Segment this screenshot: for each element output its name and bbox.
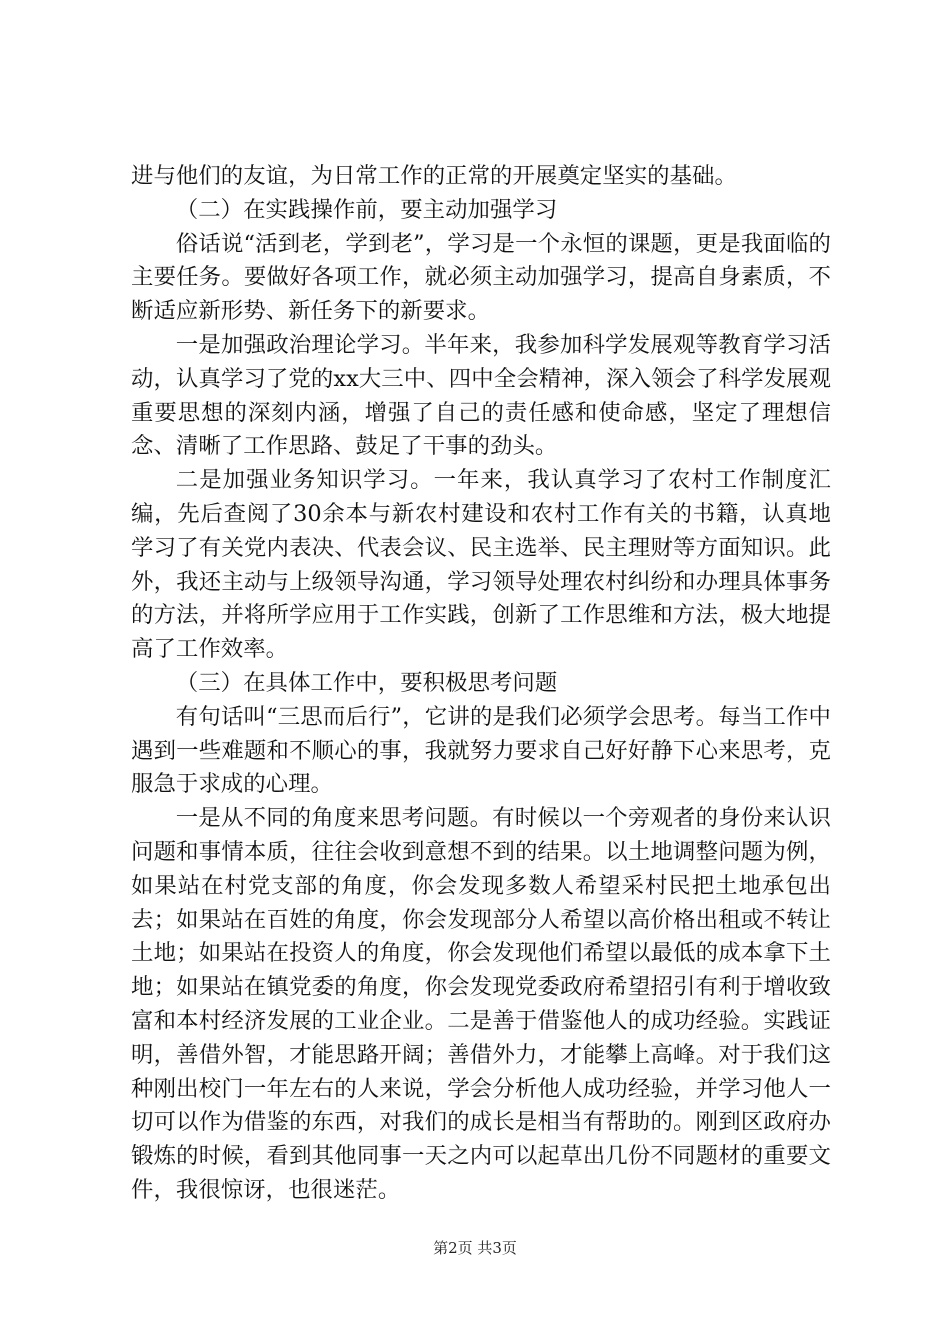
paragraph-political-theory: 一是加强政治理论学习。半年来，我参加科学发展观等教育学习活动，认真学习了党的xx大三中、四中全会精神，深入领会了科学发展观重要思想的深刻内涵，增强了自己的责任感和使命感，坚定了理想信念、清晰了工作思路、鼓足了干事的劲头。 bbox=[131, 331, 831, 460]
section-heading-3: （三）在具体工作中，要积极思考问题 bbox=[175, 669, 558, 696]
paragraph-different-angles: 一是从不同的角度来思考问题。有时候以一个旁观者的身份来认识问题和事情本质，往往会收到意想不到的结果。以土地调整问题为例，如果站在村党支部的角度，你会发现多数人希望采村民把土地承包出去；如果站在百姓的角度，你会发现部分人希望以高价格出租或不转让土地；如果站在投资人的角度，你会发现他们希望以最低的成本拿下土地；如果站在镇党委的角度，你会发现党委政府希望招引有利于增收致富和本村经济发展的工业企业。二是善于借鉴他人的成功经验。实践证明，善借外智，才能思路开阔；善借外力，才能攀上高峰。对于我们这种刚出校门一年左右的人来说，学会分析他人成功经验，并学习他人一切可以作为借鉴的东西，对我们的成长是相当有帮助的。刚到区政府办锻炼的时候，看到其他同事一天之内可以起草出几份不同题材的重要文件，我很惊讶，也很迷茫。 bbox=[131, 805, 831, 1203]
paragraph-learning-intro: 俗话说“活到老，学到老”，学习是一个永恒的课题，更是我面临的主要任务。要做好各项工作，就必须主动加强学习，提高自身素质，不断适应新形势、新任务下的新要求。 bbox=[131, 230, 831, 325]
paragraph-continuation: 进与他们的友谊，为日常工作的正常的开展奠定坚实的基础。 bbox=[131, 163, 737, 189]
page-number-label: 第2页 共3页 bbox=[433, 1239, 517, 1257]
paragraph-thinking-intro: 有句话叫“三思而后行”，它讲的是我们必须学会思考。每当工作中遇到一些难题和不顺心的事，我就努力要求自己好好静下心来思考，克服急于求成的心理。 bbox=[131, 703, 831, 798]
page-footer bbox=[0, 1238, 950, 1258]
section-heading-2: （二）在实践操作前，要主动加强学习 bbox=[175, 196, 558, 223]
paragraph-business-knowledge: 二是加强业务知识学习。一年来，我认真学习了农村工作制度汇编，先后查阅了30余本与新农村建设和农村工作有关的书籍，认真地学习了有关党内表决、代表会议、民主选举、民主理财等方面知识。此外，我还主动与上级领导沟通，学习领导处理农村纠纷和办理具体事务的方法，并将所学应用于工作实践，创新了工作思维和方法，极大地提高了工作效率。 bbox=[131, 467, 831, 663]
document-body bbox=[131, 160, 831, 1208]
